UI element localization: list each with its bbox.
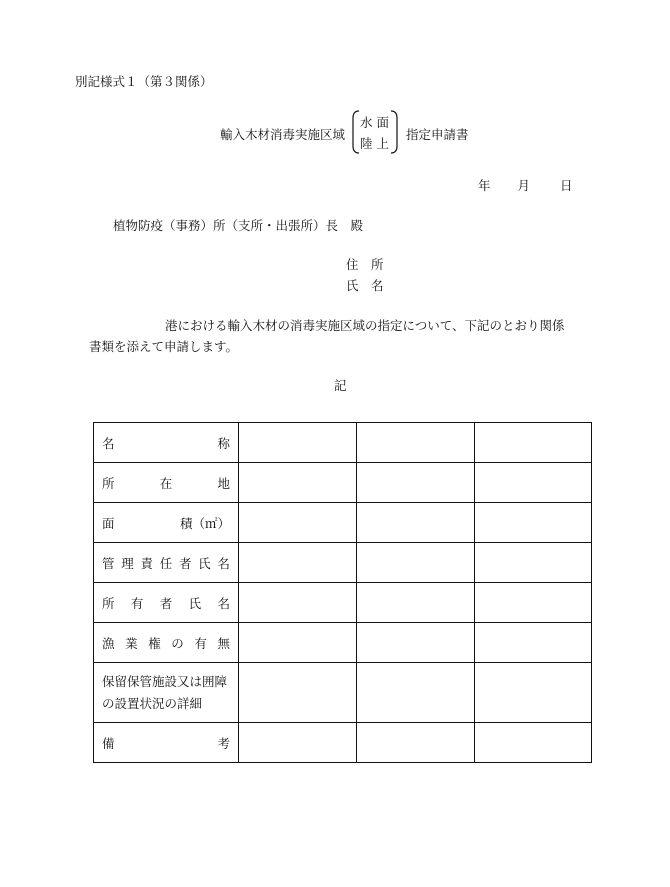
label-char: 積（㎡） [179, 515, 230, 531]
blank-entry-cell[interactable] [239, 623, 357, 663]
title-suffix: 指定申請書 [406, 127, 469, 142]
option-land: 陸 上 [360, 136, 389, 151]
blank-entry-cell[interactable] [475, 543, 592, 583]
label-char: 責 [140, 555, 153, 571]
blank-entry-cell[interactable] [239, 463, 357, 503]
label-char: 名 [217, 595, 230, 611]
blank-entry-cell[interactable] [475, 663, 592, 723]
row-label [94, 503, 239, 543]
name-label: 氏 名 [346, 278, 384, 293]
label-char: 権 [148, 635, 161, 651]
blank-entry-cell[interactable] [357, 503, 475, 543]
table-row [94, 663, 592, 723]
body-text-line-1: 港における輸入木材の消毒実施区域の指定について、下記のとおり関係 [165, 318, 565, 333]
label-char: 漁 [102, 635, 115, 651]
date-day: 日 [560, 178, 573, 193]
label-char: 理 [121, 555, 134, 571]
label-char: 在 [159, 475, 173, 491]
label-char: 備 [102, 735, 115, 751]
date-month: 月 [517, 178, 531, 193]
blank-entry-cell[interactable] [239, 503, 357, 543]
label-char: 名 [102, 435, 115, 451]
row-label-text [102, 434, 230, 452]
blank-entry-cell[interactable] [239, 723, 357, 763]
label-char: 所 [102, 475, 115, 491]
label-char: の [171, 635, 184, 651]
row-label [94, 423, 239, 463]
blank-entry-cell[interactable] [239, 583, 357, 623]
label-char: 氏 [188, 595, 202, 611]
label-char: 称 [217, 435, 230, 451]
addressee: 植物防疫（事務）所（支所・出張所）長 殿 [113, 218, 364, 233]
blank-entry-cell[interactable] [475, 583, 592, 623]
label-char: 名 [217, 555, 230, 571]
row-label [94, 623, 239, 663]
row-label [94, 543, 239, 583]
body-text-line-2: 書類を添えて申請します。 [89, 339, 239, 354]
table-row [94, 583, 592, 623]
title-main: 輸入木材消毒実施区域 [220, 127, 346, 142]
blank-entry-cell[interactable] [357, 723, 475, 763]
blank-entry-cell[interactable] [475, 623, 592, 663]
table-row [94, 423, 592, 463]
row-label [94, 663, 239, 723]
label-char: 者 [178, 555, 192, 571]
address-label: 住 所 [346, 257, 384, 272]
blank-entry-cell[interactable] [475, 463, 592, 503]
label-char: 有 [194, 635, 207, 651]
row-label-text [102, 634, 230, 652]
detail-table [93, 422, 592, 763]
row-label-text [102, 734, 230, 752]
row-label [94, 463, 239, 503]
label-char: 考 [217, 735, 230, 751]
form-number: 別記様式１（第３関係） [75, 74, 213, 89]
document-title [220, 110, 480, 156]
blank-entry-cell[interactable] [357, 583, 475, 623]
label-char: 地 [217, 475, 230, 491]
table-row [94, 623, 592, 663]
label-char: 管 [102, 555, 115, 571]
label-char: 任 [159, 555, 173, 571]
blank-entry-cell[interactable] [475, 723, 592, 763]
blank-entry-cell[interactable] [357, 543, 475, 583]
label-char: 面 [102, 515, 115, 531]
label-char: 無 [217, 635, 230, 651]
table-row [94, 503, 592, 543]
row-label-text: 保留保管施設又は囲障の設置状況の詳細 [102, 673, 228, 711]
row-label-text [102, 554, 230, 572]
label-char: 業 [125, 635, 138, 651]
row-label-text [102, 474, 230, 492]
row-label-text [102, 594, 230, 612]
table-row [94, 723, 592, 763]
blank-entry-cell[interactable] [357, 463, 475, 503]
blank-entry-cell[interactable] [239, 663, 357, 723]
title-bracket-group [352, 110, 398, 154]
row-label-text [102, 514, 230, 532]
row-label [94, 723, 239, 763]
blank-entry-cell[interactable] [239, 423, 357, 463]
table-row [94, 463, 592, 503]
blank-entry-cell[interactable] [357, 663, 475, 723]
ki-heading: 記 [334, 378, 347, 393]
blank-entry-cell[interactable] [475, 423, 592, 463]
blank-entry-cell[interactable] [239, 543, 357, 583]
blank-entry-cell[interactable] [357, 623, 475, 663]
date-year: 年 [478, 178, 491, 193]
label-char: 有 [130, 595, 144, 611]
option-water: 水 面 [360, 115, 389, 130]
blank-entry-cell[interactable] [357, 423, 475, 463]
label-char: 所 [102, 595, 115, 611]
date-line [478, 176, 573, 194]
label-char: 者 [159, 595, 173, 611]
table-row [94, 543, 592, 583]
blank-entry-cell[interactable] [475, 503, 592, 543]
label-char: 氏 [198, 555, 211, 571]
row-label [94, 583, 239, 623]
